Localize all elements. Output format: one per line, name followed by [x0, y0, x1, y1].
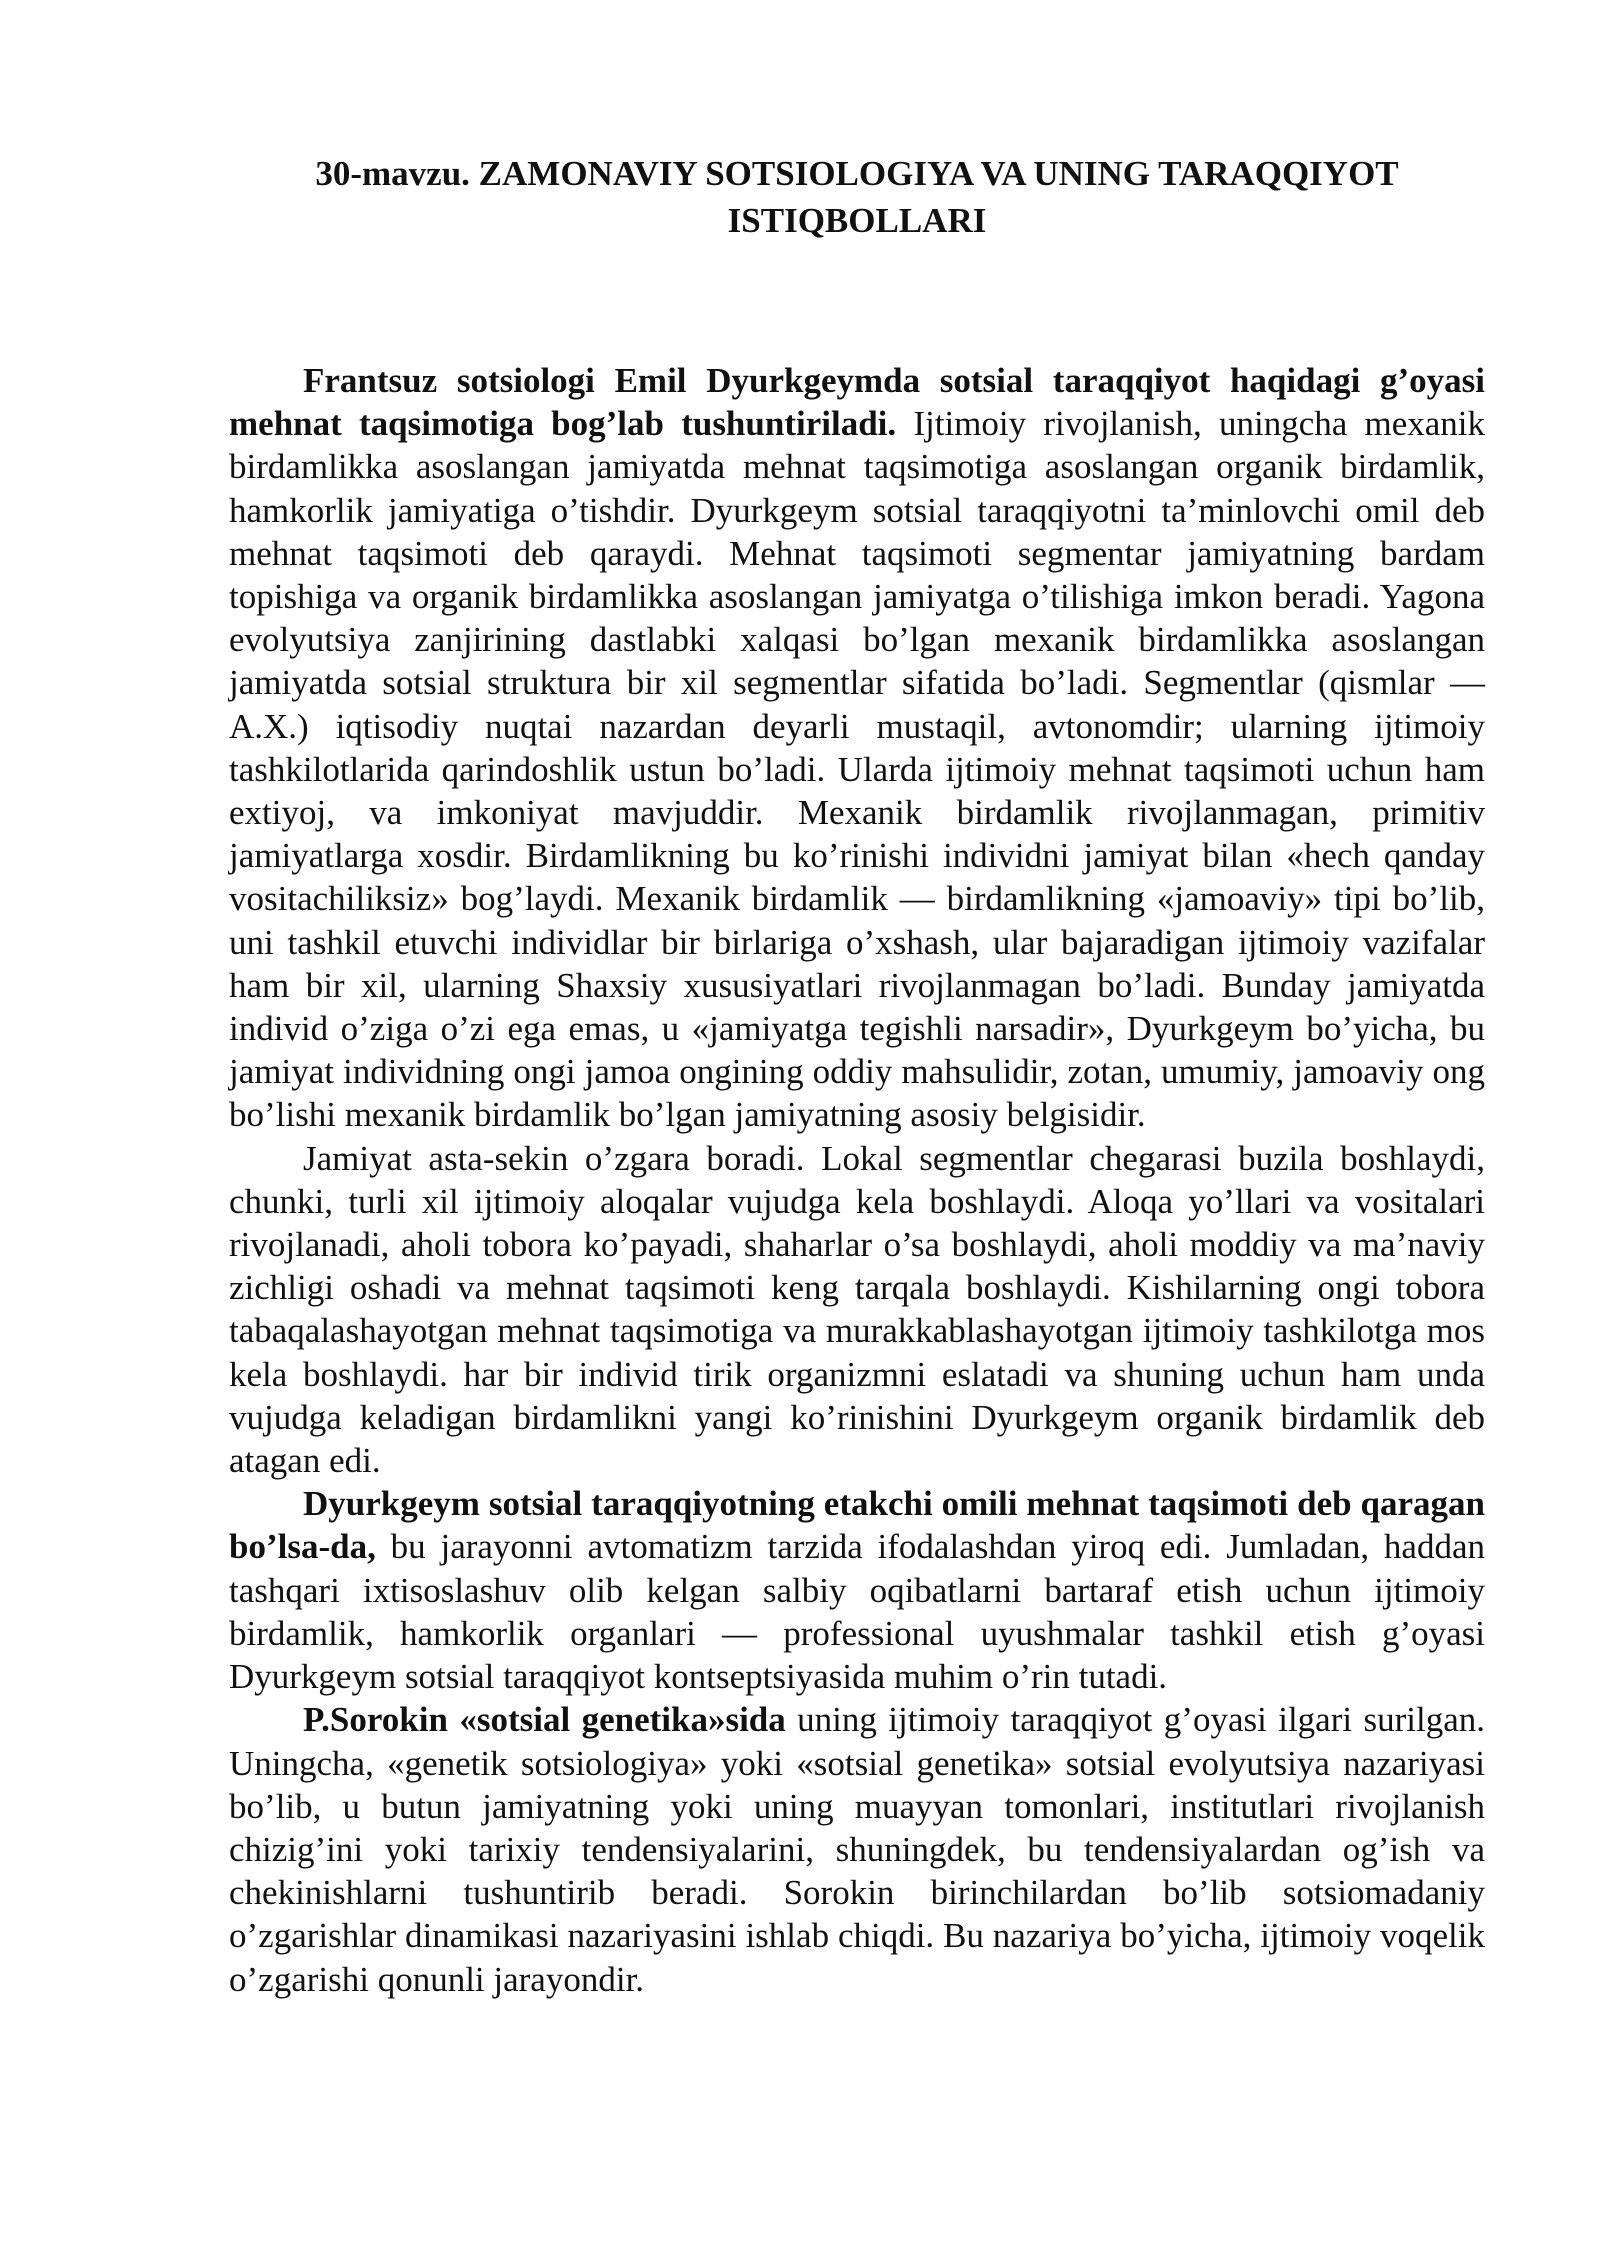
paragraph-text: uning ijtimoiy taraqqiyot g’oyasi ilgari surilgan. Uningcha, «genetik sotsiologiya» yoki «sotsial genetika» sotsial evolyutsiya nazariyasi bo’lib, u butun jamiyatning yoki uning muayyan tomonlari, institutlari rivojlanish chizig’ini yoki tarixiy tendensiyalarini, shuningdek, bu tendensiyalardan og’ish va chekinishlarni tushuntirib beradi. Sorokin birinchilardan bo’lib sotsiomadaniy o’zgarishlar dinamikasi nazariyasini ishlab chiqdi. Bu nazariya bo’yicha, ijtimoiy voqelik o’zgarishi qonunli jarayondir.: [229, 1700, 1485, 1999]
paragraph-text: Ijtimoiy rivojlanish, uningcha mexanik birdamlikka asoslangan jamiyatda mehnat taqsimotiga asoslangan organik birdamlik, hamkorlik jamiyatiga o’tishdir. Dyurkgeym sotsial taraqqiyotni ta’minlovchi omil deb mehnat taqsimoti deb qaraydi. Mehnat taqsimoti segmentar jamiyatning bardam topishiga va organik birdamlikka asoslangan jamiyatga o’tilishiga imkon beradi. Yagona evolyutsiya zanjirining dastlabki xalqasi bo’lgan mexanik birdamlikka asoslangan jamiyatda sotsial struktura bir xil segmentlar sifatida bo’ladi. Segmentlar (qismlar — A.X.) iqtisodiy nuqtai nazardan deyarli mustaqil, avtonomdir; ularning ijtimoiy tashkilotlarida qarindoshlik ustun bo’ladi. Ularda ijtimoiy mehnat taqsimoti uchun ham extiyoj, va imkoniyat mavjuddir. Mexanik birdamlik rivojlanmagan, primitiv jamiyatlarga xosdir. Birdamlikning bu ko’rinishi individni jamiyat bilan «hech qanday vositachiliksiz» bog’laydi. Mexanik birdamlik — birdamlikning «jamoaviy» tipi bo’lib, uni tashkil etuvchi individlar bir birlariga o’xshash, ular bajaradigan ijtimoiy vazifalar ham bir xil, ularning Shaxsiy xususiyatlari rivojlanmagan bo’ladi. Bunday jamiyatda individ o’ziga o’zi ega emas, u «jamiyatga tegishli narsadir», Dyurkgeym bo’yicha, bu jamiyat individning ongi jamoa ongining oddiy mahsulidir, zotan, umumiy, jamoaviy ong bo’lishi mexanik birdamlik bo’lgan jamiyatning asosiy belgisidir.: [229, 404, 1485, 1135]
paragraph-bold-lead: P.Sorokin «sotsial genetika»sida: [303, 1700, 786, 1740]
paragraph: [229, 1137, 1485, 1483]
document-title: [229, 150, 1485, 244]
title-line-2: ISTIQBOLLARI: [727, 201, 987, 240]
title-number: 30-mavzu.: [315, 154, 470, 193]
document-page: [229, 150, 1485, 2001]
paragraph-text: bu jarayonni avtomatizm tarzida ifodalashdan yiroq edi. Jumladan, haddan tashqari ixtisoslashuv olib kelgan salbiy oqibatlarni bartaraf etish uchun ijtimoiy birdamlik, hamkorlik organlari — professional uyushmalar tashkil etish g’oyasi Dyurkgeym sotsial taraqqiyot kontseptsiyasida muhim o’rin tutadi.: [229, 1527, 1485, 1697]
paragraph-bold-lead: Dyurkgeym sotsial taraqqiyotning etakchi omili mehnat taqsimoti deb qaragan bo’lsa-da,: [229, 1484, 1485, 1567]
paragraph-bold-lead: Frantsuz sotsiologi Emil Dyurkgeymda sotsial taraqqiyot haqidagi g’oyasi mehnat taqsimotiga bog’lab tushuntiriladi.: [229, 361, 1485, 444]
paragraph: [229, 1482, 1485, 1698]
paragraph: [229, 359, 1485, 1137]
title-line-1: ZAMONAVIY SOTSIOLOGIYA VA UNING TARAQQIYOT: [478, 154, 1399, 193]
paragraph: [229, 1698, 1485, 2000]
document-body: [229, 359, 1485, 2001]
paragraph-text: Jamiyat asta-sekin o’zgara boradi. Lokal segmentlar chegarasi buzila boshlaydi, chunki, turli xil ijtimoiy aloqalar vujudga kela boshlaydi. Aloqa yo’llari va vositalari rivojlanadi, aholi tobora ko’payadi, shaharlar o’sa boshlaydi, aholi moddiy va ma’naviy zichligi oshadi va mehnat taqsimoti keng tarqala boshlaydi. Kishilarning ongi tobora tabaqalashayotgan mehnat taqsimotiga va murakkablashayotgan ijtimoiy tashkilotga mos kela boshlaydi. har bir individ tirik organizmni eslatadi va shuning uchun ham unda vujudga keladigan birdamlikni yangi ko’rinishini Dyurkgeym organik birdamlik deb atagan edi.: [229, 1138, 1485, 1481]
